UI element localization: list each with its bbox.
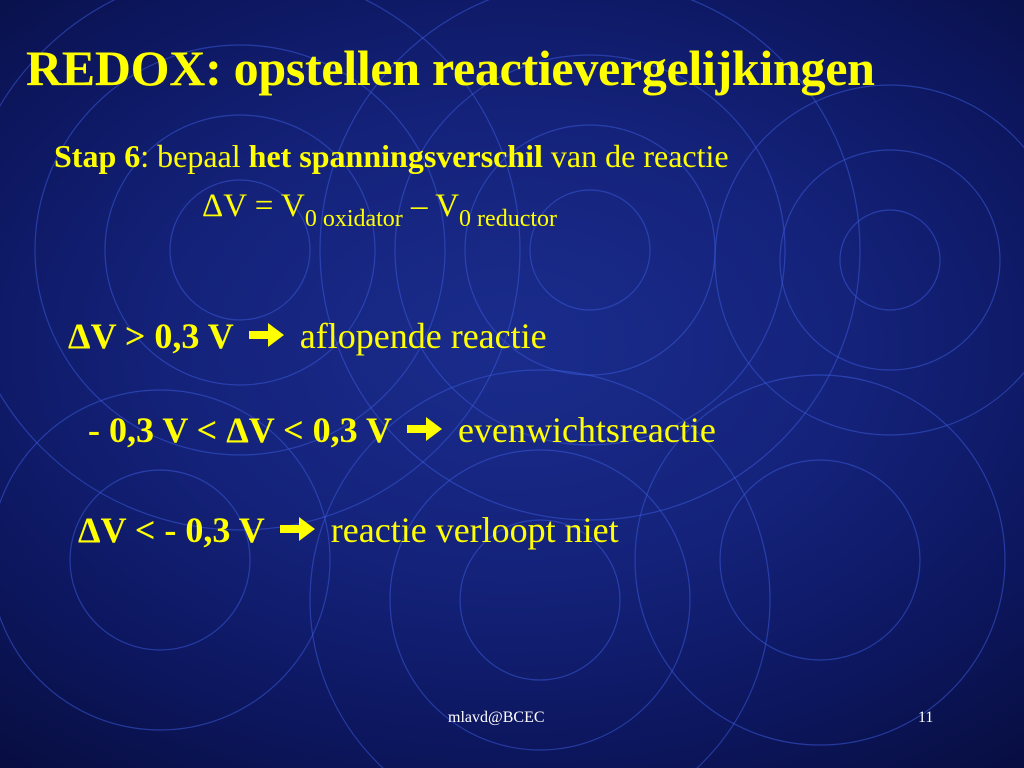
delta-v-formula xyxy=(202,184,557,231)
step-emphasis: het spanningsverschil xyxy=(248,138,543,174)
step-colon-text: : bepaal xyxy=(140,138,249,174)
rule-result: aflopende reactie xyxy=(299,316,547,356)
rule-row-equilibrium xyxy=(88,408,716,452)
rule-row-complete-reaction xyxy=(68,314,547,358)
right-arrow-icon xyxy=(249,322,285,348)
step-label: Stap 6 xyxy=(54,138,141,174)
formula-subscript-oxidator: 0 oxidator xyxy=(304,206,403,232)
rule-result: reactie verloopt niet xyxy=(330,510,619,550)
rule-result: evenwichtsreactie xyxy=(457,410,716,450)
formula-subscript-reductor: 0 reductor xyxy=(459,206,558,232)
slide-title: REDOX: opstellen reactievergelijkingen xyxy=(26,40,875,96)
step-description xyxy=(54,136,729,176)
rule-condition: ΔV < - 0,3 V xyxy=(78,510,265,550)
right-arrow-icon xyxy=(407,416,443,442)
formula-middle: – V xyxy=(402,188,460,224)
slide-page-number: 11 xyxy=(918,709,934,726)
slide-footer: mlavd@BCEC xyxy=(448,709,545,726)
rule-condition: - 0,3 V < ΔV < 0,3 V xyxy=(88,410,392,450)
step-rest-text: van de reactie xyxy=(542,138,729,174)
rule-condition: ΔV > 0,3 V xyxy=(68,316,234,356)
formula-lhs: ΔV = V xyxy=(202,188,305,224)
right-arrow-icon xyxy=(280,516,316,542)
rule-row-no-reaction xyxy=(78,508,619,552)
